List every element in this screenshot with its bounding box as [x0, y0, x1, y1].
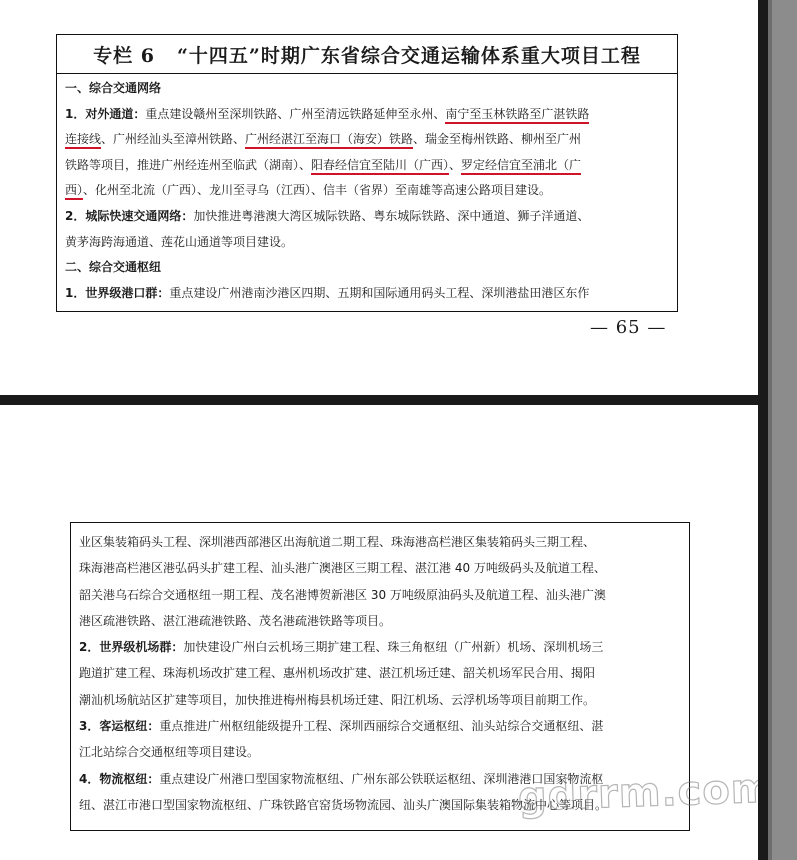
page-separator — [0, 395, 768, 405]
paragraph-logistics-line2: 纽、湛江市港口型国家物流枢纽、广珠铁路官窑货场物流园、汕头广澳国际集装箱物流中心等项目。 — [79, 797, 608, 812]
table-title-text: “十四五”时期广东省综合交通运输体系重大项目工程 — [176, 44, 641, 67]
paragraph-airports-line2: 跑道扩建工程、珠海机场改扩建工程、惠州机场改扩建、湛江机场迁建、韶关机场军民合用、揭阳 — [79, 666, 596, 681]
project-table-part1 — [56, 34, 678, 312]
highlighted-project: 广州经湛江至海口（海安）铁路 — [245, 132, 413, 149]
paragraph-airports-line3: 潮汕机场航站区扩建等项目，加快推进梅州梅县机场迁建、阳江机场、云浮机场等项目前期工作。 — [79, 692, 596, 707]
paragraph-ports-cont-line1: 业区集装箱码头工程、深圳港西部港区出海航道二期工程、珠海港高栏港区集装箱码头三期工程、 — [79, 535, 596, 549]
paragraph-ports-cont-line2: 珠海港高栏港区港弘码头扩建工程、汕头港广澳港区三期工程、湛江港 40 万吨级码头及航道工程、 — [79, 561, 606, 576]
paragraph-passenger-hubs-line2: 江北站综合交通枢纽等项目建设。 — [79, 745, 260, 760]
viewer-page-edge — [758, 0, 768, 860]
highlighted-project: 连接线 — [65, 132, 101, 149]
text-segment: 重点建设广州港南沙港区四期、五期和国际通用码头工程、深圳港盐田港区东作 — [169, 285, 590, 300]
table-title-label: 专栏 6 — [93, 44, 155, 67]
paragraph-ports-cont-line3: 韶关港乌石综合交通枢纽一期工程、茂名港博贺新港区 30 万吨级原油码头及航道工程、汕头港广澳 — [79, 587, 606, 602]
text-segment: 加快推进粤港澳大湾区城际铁路、粤东城际铁路、深中通道、狮子洋通道、 — [193, 208, 590, 223]
project-table-part2 — [70, 522, 690, 831]
text-segment: 重点推进广州枢纽能级提升工程、深圳西丽综合交通枢纽、汕头站综合交通枢纽、湛 — [159, 719, 604, 734]
page-number: — 65 — — [590, 317, 667, 338]
highlighted-project: 阳春经信宜至陆川（广西） — [311, 158, 449, 175]
table-title — [57, 35, 677, 74]
text-segment: 重点建设赣州至深圳铁路、广州至清远铁路延伸至永州、 — [145, 106, 446, 121]
paragraph-intercity-line1 — [65, 204, 669, 230]
text-segment: 、瑞金至梅州铁路、柳州至广州 — [413, 132, 582, 147]
document-page-65 — [0, 0, 758, 395]
item-label: 1．世界级港口群： — [65, 285, 170, 300]
highlighted-project: 南宁至玉林铁路至广湛铁路 — [445, 107, 589, 124]
viewer-background — [768, 0, 797, 860]
highlighted-project: 罗定经信宜至浦北（广 — [461, 158, 581, 175]
item-label: 2．世界级机场群： — [79, 640, 184, 655]
text-segment: 、化州至北流（广西）、龙川至寻乌（江西）、信丰（省界）至南雄等高速公路项目建设。 — [83, 183, 552, 198]
paragraph-external-corridor-line1 — [65, 102, 669, 128]
text-segment: 、广州经汕头至漳州铁路、 — [101, 132, 246, 147]
highlighted-project: 西） — [65, 183, 83, 200]
paragraph-ports-line1 — [65, 281, 669, 307]
text-segment: 、 — [449, 157, 462, 172]
paragraph-intercity-line2: 黄茅海跨海通道、莲花山通道等项目建设。 — [65, 234, 294, 249]
table-body-part2 — [71, 523, 689, 818]
section-heading-hubs: 二、综合交通枢纽 — [65, 260, 162, 275]
paragraph-airports-line1 — [79, 634, 681, 660]
paragraph-external-corridor-line2 — [65, 127, 669, 153]
paragraph-external-corridor-line4 — [65, 178, 669, 204]
text-segment: 铁路等项目，推进广州经连州至临武（湖南）、 — [65, 157, 312, 172]
item-label: 4．物流枢纽： — [79, 771, 160, 786]
table-body-part1 — [57, 74, 677, 306]
paragraph-logistics-line1 — [79, 766, 681, 792]
text-segment: 加快建设广州白云机场三期扩建工程、珠三角枢纽（广州新）机场、深圳机场三 — [183, 640, 604, 655]
text-segment: 重点建设广州港口型国家物流枢纽、广州东部公铁联运枢纽、深圳港港口国家物流枢 — [159, 771, 604, 786]
viewer-shade — [768, 0, 772, 860]
section-heading-network: 一、综合交通网络 — [65, 81, 162, 95]
paragraph-passenger-hubs-line1 — [79, 713, 681, 739]
item-label: 3．客运枢纽： — [79, 719, 160, 734]
item-label: 1．对外通道： — [65, 106, 146, 121]
paragraph-external-corridor-line3 — [65, 153, 669, 179]
item-label: 2．城际快速交通网络： — [65, 208, 194, 223]
paragraph-ports-cont-line4: 港区疏港铁路、湛江港疏港铁路、茂名港疏港铁路等项目。 — [79, 613, 392, 628]
